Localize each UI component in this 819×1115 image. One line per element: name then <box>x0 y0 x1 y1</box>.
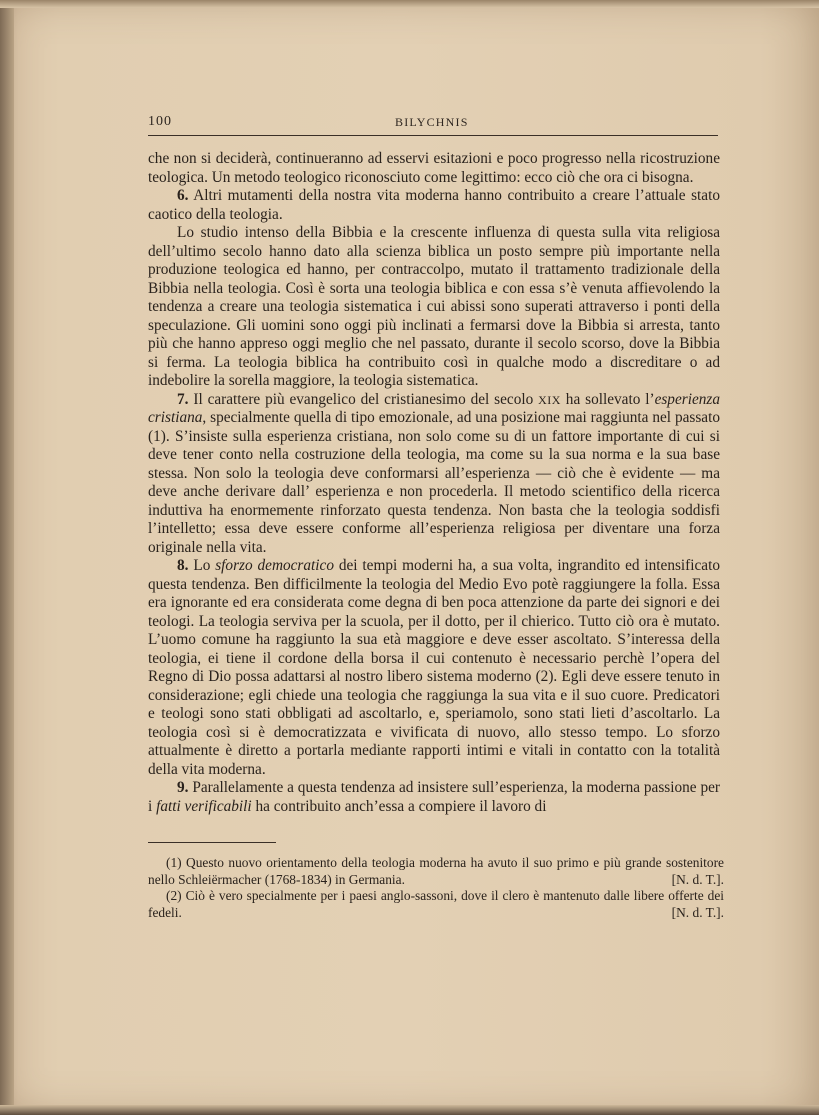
section-number: 8. <box>177 557 189 574</box>
page-bottom-edge <box>0 1105 819 1115</box>
paragraph-7: 7. Il carattere più evangelico del cristianesimo del secolo XIX ha sollevato l’esperienza cristiana, specialmente quella di tipo emozionale, ad una posizione mai raggiunta nel passato (1). S’insiste sulla esperienza cristiana, non solo come su di un fattore importante di cui si deve tener conto nella costruzione della teologia, ma come su la sua norma e la sua base stessa. Non solo la teologia deve conformarsi all’esperienza — ciò che è evidente — ma deve anche derivare dall’ esperienza e non procederla. Il metodo scientifico della ricerca induttiva ha enormemente rinforzato questa tendenza. Non basta che la teologia soddisfi l’intelletto; essa deve essere conforme all’esperienza religiosa per diventare una forza originale nella vita. <box>148 390 720 556</box>
page-binding-edge <box>0 0 14 1115</box>
emphasis: sforzo democratico <box>215 557 334 574</box>
body-text <box>148 150 720 816</box>
translator-note: [N. d. T.]. <box>671 904 724 920</box>
footnote-rule <box>148 842 276 843</box>
emphasis: esperienza cristiana <box>148 390 720 426</box>
section-number: 9. <box>177 779 189 796</box>
paragraph-bible-study: Lo studio intenso della Bibbia e la crescente influenza di questa sulla vita religiosa dell’ultimo secolo hanno dato alla scienza biblica un posto sempre più importante nella produzione teologica ed hanno, per contraccolpo, mutato il trattamento tradizionale della Bibbia nella teologia. Così è sorta una teologia biblica e con essa s’è venuta affievolendo la tendenza a creare una teologia sistematica i cui abissi sono superati attraverso i ponti della speculazione. Gli uomini sono oggi più inclinati a fermarsi dove la Bibbia si arresta, tanto più che hanno appreso oggi meglio che nel passato, durante il secolo scorso, dove la Bibbia si ferma. La teologia biblica ha contribuito così in qualche modo a discreditare o ad indebolire la sorella maggiore, la teologia sistematica. <box>148 224 720 389</box>
page-header <box>148 114 718 132</box>
footnote-1: (1) Questo nuovo orientamento della teologia moderna ha avuto il suo primo e più grande sostenitore nello Schleiërmacher (1768-1834) in Germania. [N. d. T.]. <box>148 855 724 887</box>
running-title: BILYCHNIS <box>395 115 469 129</box>
header-rule <box>148 135 718 136</box>
translator-note: [N. d. T.]. <box>671 871 724 887</box>
emphasis: fatti verificabili <box>156 797 252 815</box>
paragraph-9: 9. Parallelamente a questa tendenza ad insistere sull’esperienza, la moderna passione per i fatti verificabili ha contribuito anch’essa a compiere il lavoro di <box>148 779 720 815</box>
paragraph-6: 6. Altri mutamenti della nostra vita moderna hanno contribuito a creare l’attuale stato caotico della teologia. <box>148 187 720 223</box>
century-numeral: XIX <box>538 392 561 407</box>
footnote-2: (2) Ciò è vero specialmente per i paesi anglo-sassoni, dove il clero è mantenuto dalle libere offerte dei fedeli. [N. d. T.]. <box>148 888 724 920</box>
paragraph-8: 8. Lo sforzo democratico dei tempi moderni ha, a sua volta, ingrandito ed intensificato questa tendenza. Ben difficilmente la teologia del Medio Evo potè raggiungere la folla. Essa era ignorante ed era considerata come degna di ben poca attenzione da parte dei signori e dei teologi. La teologia serviva per la scuola, per il dotto, per il chierico. Tutto ciò ora è mutato. L’uomo comune ha raggiunto la sua età maggiore e deve esser ascoltato. S’interessa della teologia, ei tiene il cordone della borsa il cui contenuto è necessario perchè l’opera del Regno di Dio possa adattarsi al nostro libero sistema moderno (2). Egli deve essere tenuto in considerazione; egli chiede una teologia che raggiunga la sua vita e il suo cuore. Predicatori e teologi sono stati obbligati ad ascoltarlo, e, speriamolo, sono stati lieti d’ascoltarlo. La teologia così si è democratizzata e vivificata di nuovo, allo stesso tempo. Lo sforzo attualmente è diretto a portarla mediante rapporti intimi e vitali in contatto con la totalità della vita moderna. <box>148 557 720 778</box>
footnotes <box>148 855 724 921</box>
page-top-edge <box>0 0 819 8</box>
section-number: 6. <box>177 187 189 204</box>
paragraph-continuation: che non si deciderà, continueranno ad esservi esitazioni e poco progresso nella ricostruzione teologica. Un metodo teologico riconosciuto come legittimo: ecco ciò che ora ci bisogna. <box>148 150 720 186</box>
section-number: 7. <box>177 390 189 408</box>
page-number: 100 <box>148 114 172 129</box>
